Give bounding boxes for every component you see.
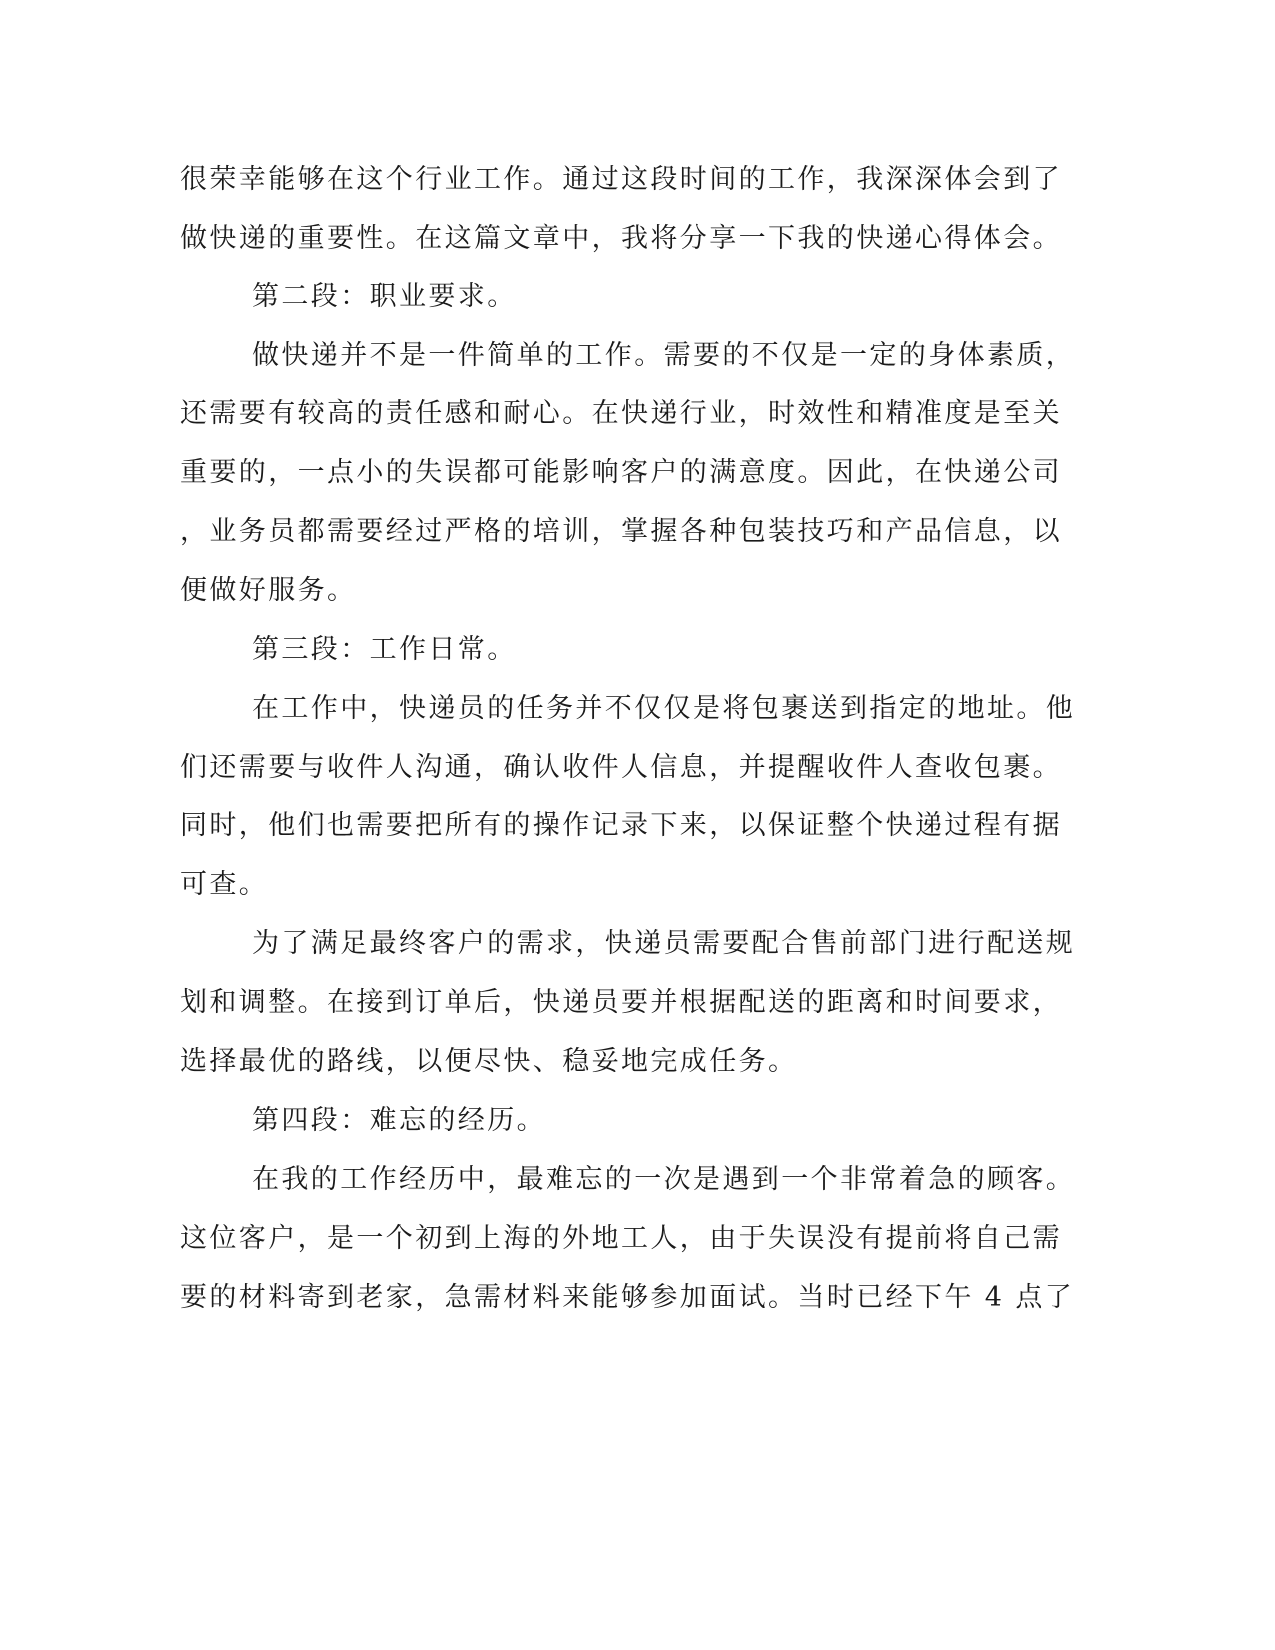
text-line: 为了满足最终客户的需求，快递员需要配合售前部门进行配送规: [252, 928, 1076, 959]
text-line: 便做好服务。: [180, 575, 357, 606]
text-line: 要的材料寄到老家，急需材料来能够参加面试。当时已经下午 4 点了: [180, 1282, 1075, 1313]
section-heading: 第四段：难忘的经历。: [252, 1105, 546, 1136]
text-line: 可查。: [180, 869, 269, 900]
text-line: 很荣幸能够在这个行业工作。通过这段时间的工作，我深深体会到了: [180, 164, 1062, 195]
text-line: 同时，他们也需要把所有的操作记录下来，以保证整个快递过程有据: [180, 810, 1062, 841]
text-line: 做快递的重要性。在这篇文章中，我将分享一下我的快递心得体会。: [180, 223, 1062, 254]
text-line: ，业务员都需要经过严格的培训，掌握各种包装技巧和产品信息，以: [180, 516, 1062, 547]
text-line: 做快递并不是一件简单的工作。需要的不仅是一定的身体素质，: [252, 340, 1076, 371]
text-line: 选择最优的路线，以便尽快、稳妥地完成任务。: [180, 1046, 798, 1077]
text-line: 划和调整。在接到订单后，快递员要并根据配送的距离和时间要求，: [180, 987, 1062, 1018]
text-line: 还需要有较高的责任感和耐心。在快递行业，时效性和精准度是至关: [180, 398, 1062, 429]
text-line: 在工作中，快递员的任务并不仅仅是将包裹送到指定的地址。他: [252, 693, 1076, 724]
text-line: 在我的工作经历中，最难忘的一次是遇到一个非常着急的顾客。: [252, 1164, 1076, 1195]
text-line: 们还需要与收件人沟通，确认收件人信息，并提醒收件人查收包裹。: [180, 752, 1062, 783]
text-line: 重要的，一点小的失误都可能影响客户的满意度。因此，在快递公司: [180, 457, 1062, 488]
section-heading: 第二段：职业要求。: [252, 281, 517, 312]
text-line: 这位客户，是一个初到上海的外地工人，由于失误没有提前将自己需: [180, 1223, 1062, 1254]
section-heading: 第三段：工作日常。: [252, 634, 517, 665]
